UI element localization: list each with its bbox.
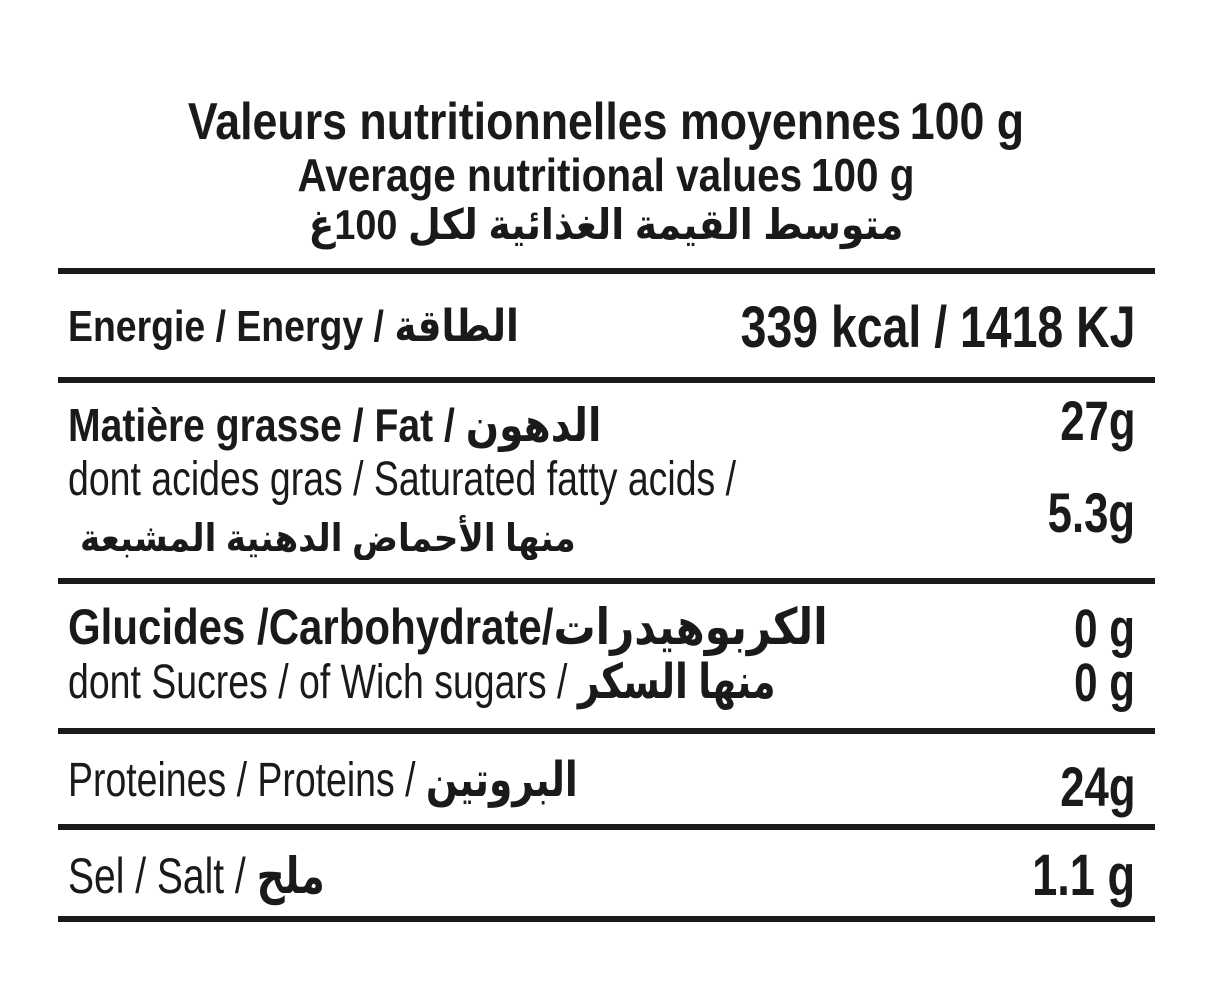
carbohydrate-value: 0 g: [1074, 599, 1135, 659]
header-arabic-title: متوسط القيمة الغذائية لكل 100غ: [308, 201, 904, 248]
proteins-label-text: Proteines / Proteins /: [68, 754, 426, 807]
divider-top: [58, 268, 1155, 274]
carbohydrate-label-text: Glucides /Carbohydrate/: [68, 599, 554, 655]
energy-label-text: Energie / Energy /: [68, 302, 395, 351]
carbohydrate-label-arabic: الكربوهيدرات: [553, 599, 828, 655]
sugars-label-text: dont Sucres / of Wich sugars /: [68, 656, 578, 709]
saturated-fat-label: dont acides gras / Saturated fatty acids /: [68, 453, 737, 506]
saturated-fat-value: 5.3g: [1047, 481, 1135, 544]
salt-value: 1.1 g: [1031, 843, 1135, 908]
salt-label-text: Sel / Salt /: [68, 848, 257, 904]
divider-after-proteins: [58, 824, 1155, 830]
salt-label: [68, 847, 325, 905]
fat-value: 27g: [1059, 389, 1135, 452]
proteins-label-arabic: البروتين: [425, 754, 578, 807]
proteins-label: [68, 752, 578, 808]
energy-label-arabic: الطاقة: [394, 302, 519, 351]
header-french-line: [85, 92, 1127, 152]
divider-after-carbs: [58, 728, 1155, 734]
sugars-label-arabic: منها السكر: [577, 656, 776, 709]
carbohydrate-label: [68, 598, 828, 656]
header-english-quantity: 100 g: [810, 149, 915, 201]
fat-label: [68, 398, 601, 452]
header-french-quantity: 100 g: [909, 93, 1025, 151]
divider-after-fat: [58, 578, 1155, 584]
energy-value: 339 kcal / 1418 KJ: [740, 295, 1135, 360]
sugars-value: 0 g: [1074, 653, 1135, 713]
header-english-line: [73, 148, 1140, 202]
salt-label-arabic: ملح: [256, 848, 325, 904]
saturated-fat-label-arabic: منها الأحماض الدهنية المشبعة: [80, 518, 576, 560]
header-english-title: Average nutritional values: [297, 149, 803, 201]
proteins-value: 24g: [1059, 755, 1135, 818]
fat-label-arabic: الدهون: [465, 399, 602, 451]
fat-label-text: Matière grasse / Fat /: [68, 399, 466, 451]
divider-bottom: [58, 916, 1155, 922]
saturated-fat-label-arabic-line: [80, 516, 576, 561]
energy-label: [68, 301, 519, 352]
divider-after-energy: [58, 377, 1155, 383]
header-french-title: Valeurs nutritionnelles moyennes: [187, 93, 902, 151]
sugars-label: [68, 654, 776, 710]
